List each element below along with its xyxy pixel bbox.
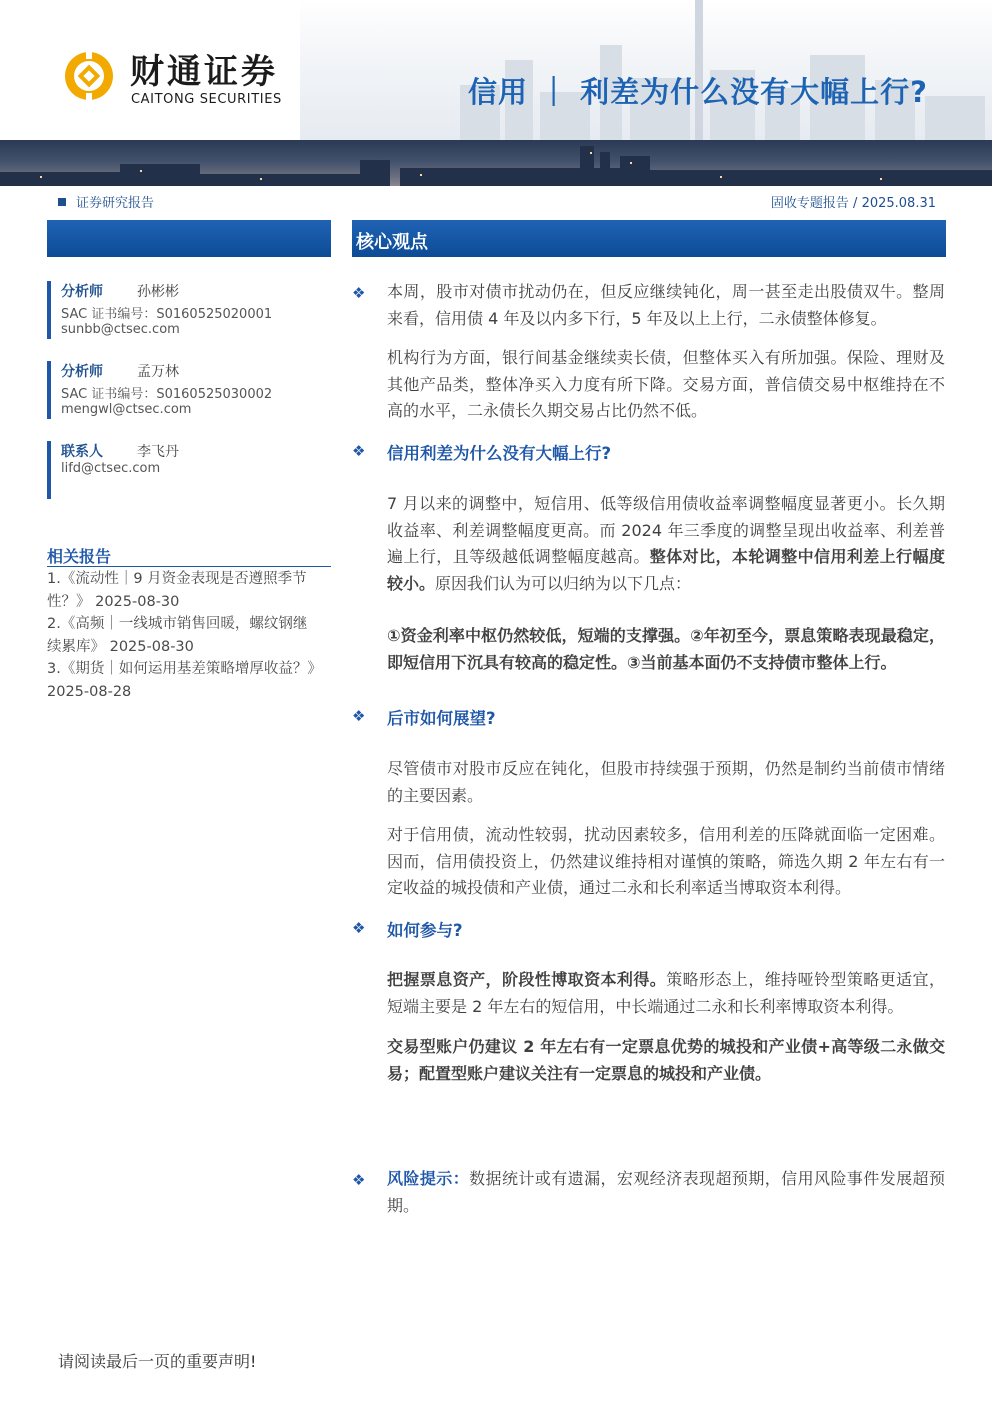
paragraph-institution-behavior: 机构行为方面，银行间基金继续卖长债，但整体买入有所加强。保险、理财及其他产品类，整体净买入力度有所下降。交易方面，普信债交易中枢维持在不高的水平，二永债长久期交易占比仍然不低。 — [387, 348, 945, 420]
contact-card — [47, 441, 331, 499]
section-heading-participation: 如何参与? — [387, 921, 463, 940]
analyst-name: 孙彬彬 — [137, 284, 179, 300]
risk-label: 风险提示： — [387, 1169, 470, 1188]
logo-chinese-text: 财通证券 — [130, 52, 278, 92]
paragraph-weekly-summary: 本周，股市对债市扰动仍在，但反应继续钝化，周一甚至走出股债双牛。整周来看，信用债 4 年及以内多下行，5 年及以上上行，二永债整体修复。 — [387, 282, 945, 328]
paragraph-reasons: ①资金利率中枢仍然较低，短端的支撑强。②年初至今，票息策略表现最稳定，即短信用下沉具有较高的稳定性。③当前基本面仍不支持债市整体上行。 — [387, 626, 945, 672]
paragraph-adjustment-analysis: 7 月以来的调整中，短信用、低等级信用债收益率调整幅度显著更小。长久期收益率、利差调整幅度更高。而 2024 年三季度的调整呈现出收益率、利差普遍上行，且等级越低调整幅度越高。整体对比，本轮调整中信用利差上行幅度较小。原因我们认为可以归纳为以下几点： — [387, 494, 945, 593]
analyst-role: 分析师 — [61, 284, 103, 300]
caitong-logo-icon — [62, 46, 116, 106]
paragraph-outlook: 尽管债市对股市反应在钝化，但股市持续强于预期，仍然是制约当前债市情绪的主要因素。 — [387, 759, 945, 805]
core-view-label: 核心观点 — [356, 232, 428, 253]
contact-email[interactable]: lifd@ctsec.com — [61, 461, 161, 476]
contact-name: 李飞丹 — [137, 444, 179, 460]
analyst-card — [47, 361, 331, 419]
analyst-email[interactable]: mengwl@ctsec.com — [61, 402, 192, 417]
section-heading-spread: 信用利差为什么没有大幅上行? — [387, 444, 612, 463]
diamond-bullet-icon: ❖ — [352, 919, 366, 937]
related-report-item[interactable]: 3.《期货｜如何运用基差策略增厚收益？》 2025-08-28 — [47, 661, 322, 700]
contact-role: 联系人 — [61, 444, 103, 460]
related-report-item[interactable]: 1.《流动性｜9 月资金表现是否遵照季节 性？》 2025-08-30 — [47, 571, 307, 610]
related-reports-title: 相关报告 — [47, 547, 112, 566]
section-heading-outlook: 后市如何展望? — [387, 709, 496, 728]
diamond-bullet-icon: ❖ — [352, 1171, 366, 1189]
divider — [47, 566, 331, 567]
sidebar-header-bar — [47, 220, 331, 257]
report-category: 证券研究报告 — [58, 192, 154, 211]
paragraph-account-advice: 交易型账户仍建议 2 年左右有一定票息优势的城投和产业债+高等级二永做交易；配置型账户建议关注有一定票息的城投和产业债。 — [387, 1037, 945, 1083]
diamond-bullet-icon: ❖ — [352, 707, 366, 725]
diamond-bullet-icon: ❖ — [352, 284, 366, 302]
report-title: 信用 ｜ 利差为什么没有大幅上行? — [467, 75, 928, 109]
related-report-item[interactable]: 2.《高频｜一线城市销售回暖，螺纹钢继 续累库》 2025-08-30 — [47, 616, 308, 655]
paragraph-coupon-strategy: 把握票息资产，阶段性博取资本利得。策略形态上，维持哑铃型策略更适宜，短端主要是 2 年左右的短信用，中长端通过二永和长利率博取资本利得。 — [387, 970, 945, 1016]
footer-disclaimer-note: 请阅读最后一页的重要声明! — [58, 1352, 257, 1371]
paragraph-credit-strategy: 对于信用债，流动性较弱，扰动因素较多，信用利差的压降就面临一定困难。因而，信用债投资上，仍然建议维持相对谨慎的策略，筛选久期 2 年左右有一定收益的城投债和产业债，通过二永和长利率适当博取资本利得。 — [387, 825, 945, 897]
paragraph-risk-warning: 风险提示：数据统计或有遗漏，宏观经济表现超预期，信用风险事件发展超预期。 — [387, 1169, 945, 1215]
diamond-bullet-icon: ❖ — [352, 442, 366, 460]
analyst-name: 孟万林 — [137, 364, 179, 380]
city-banner-image — [0, 140, 992, 186]
analyst-email[interactable]: sunbb@ctsec.com — [61, 322, 180, 337]
analyst-sac: SAC 证书编号：S0160525030002 — [61, 387, 273, 402]
analyst-card — [47, 281, 331, 339]
logo-english-text: CAITONG SECURITIES — [131, 92, 282, 107]
report-type-date: 固收专题报告 / 2025.08.31 — [770, 196, 936, 211]
square-bullet-icon — [58, 198, 66, 206]
core-view-bar — [352, 220, 946, 257]
analyst-sac: SAC 证书编号：S0160525020001 — [61, 307, 273, 322]
analyst-role: 分析师 — [61, 364, 103, 380]
